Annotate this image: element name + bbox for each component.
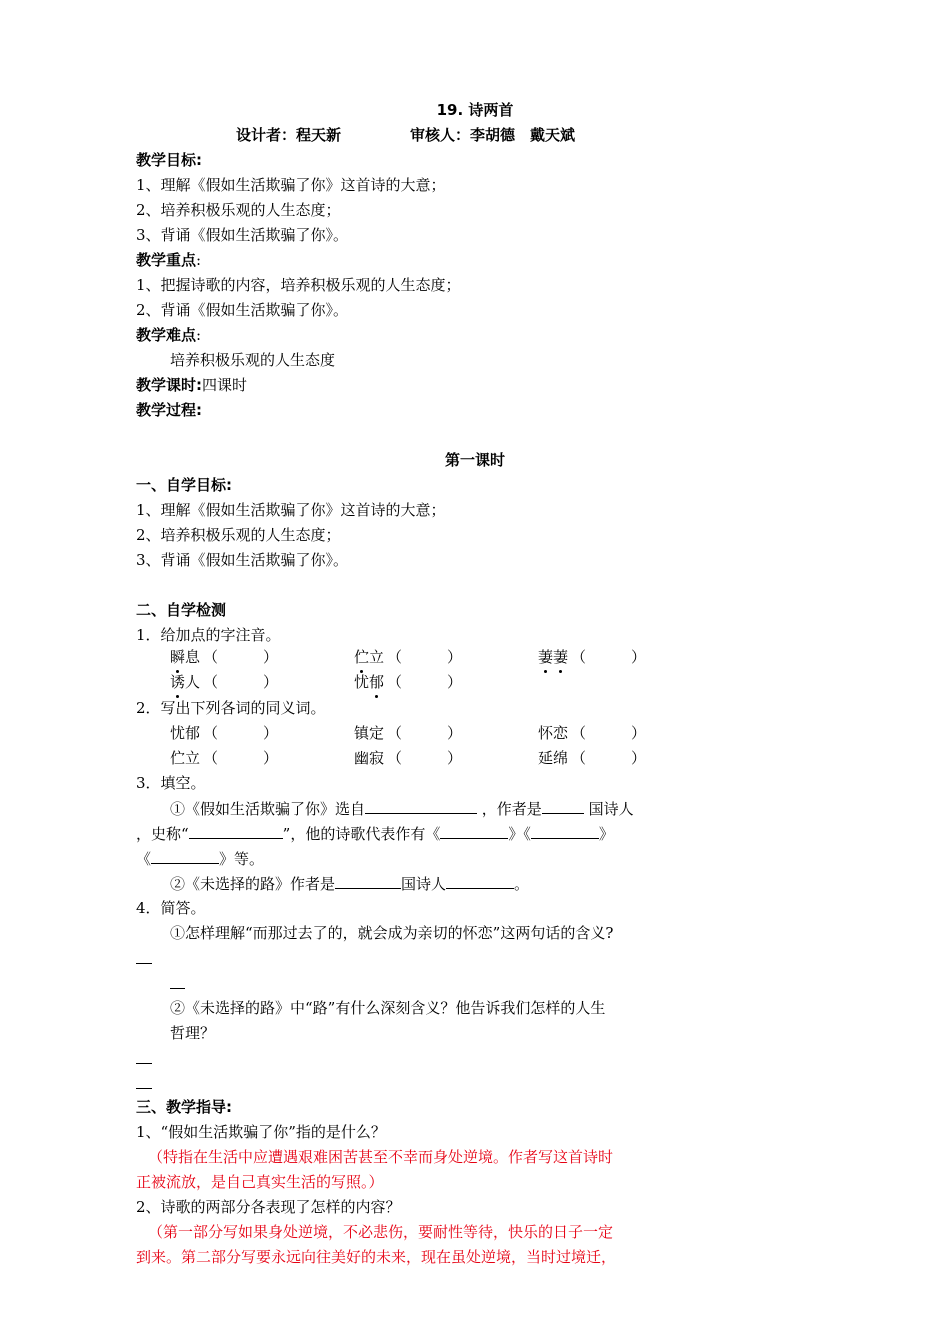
pinyin-item-shunxi: 瞬息	[170, 648, 201, 666]
guidance-question-2: 2、诗歌的两部分各表现了怎样的内容？	[136, 1198, 401, 1216]
guidance-answer-2-cont: 到来。第二部分写要永远向往美好的未来，现在虽处逆境，当时过境迁，	[136, 1248, 617, 1266]
goals-heading: 教学目标:	[136, 151, 202, 169]
hours-value: 四课时	[202, 376, 248, 394]
pinyin-paren[interactable]: （ ）	[571, 648, 647, 666]
synonym-paren[interactable]: （ ）	[571, 749, 647, 767]
dotted-char: 萋	[538, 648, 554, 666]
guidance-answer-1-cont: 正被流放，是自己真实生活的写照。）	[136, 1173, 384, 1191]
designer-line: 设计者：程天新	[236, 126, 342, 144]
guidance-heading: 三、教学指导:	[136, 1098, 232, 1116]
q3-text: 国诗人	[401, 875, 447, 893]
dotted-char: 诱	[170, 673, 186, 691]
dotted-char: 郁	[369, 673, 385, 691]
answer-line[interactable]	[136, 963, 152, 964]
q1-label: 1．给加点的字注音。	[136, 626, 281, 644]
process-label: 教学过程:	[136, 401, 202, 419]
q3-line-4	[170, 872, 529, 895]
synonym-word: 怀恋	[538, 724, 569, 742]
q3-text: 《	[136, 850, 152, 868]
q3-text: 》	[598, 825, 614, 843]
dotted-char: 萋	[553, 648, 569, 666]
guidance-answer-1: （特指在生活中应遭遇艰难困苦甚至不幸而身处逆境。作者写这首诗时	[148, 1148, 614, 1166]
pinyin-paren[interactable]: （ ）	[387, 673, 463, 691]
pinyin-item-zhuli: 伫立	[354, 648, 385, 666]
q3-text: 》《	[508, 825, 531, 843]
document-title: 19. 诗两首	[436, 101, 514, 119]
goal-item: 3、背诵《假如生活欺骗了你》。	[136, 226, 349, 244]
reviewer-line: 审核人：李胡德 戴天斌	[410, 126, 576, 144]
q3-text: ，作者是	[481, 800, 542, 818]
self-goals-heading: 一、自学目标:	[136, 476, 232, 494]
key-point-item: 1、把握诗歌的内容，培养积极乐观的人生态度；	[136, 276, 461, 294]
synonym-paren[interactable]: （ ）	[203, 724, 279, 742]
hours-line	[136, 374, 247, 396]
pinyin-paren[interactable]: （ ）	[203, 673, 279, 691]
q3-text: 》等。	[219, 850, 265, 868]
q2-label: 2．写出下列各词的同义词。	[136, 699, 326, 717]
self-goal-item: 2、培养积极乐观的人生态度；	[136, 526, 341, 544]
fill-blank[interactable]	[189, 822, 283, 839]
fill-blank[interactable]	[446, 872, 514, 889]
dotted-char: 伫	[354, 648, 370, 666]
synonym-paren[interactable]: （ ）	[387, 724, 463, 742]
q4-question-a: ①怎样理解“而那过去了的，就会成为亲切的怀恋”这两句话的含义?	[170, 924, 614, 942]
hours-label: 教学课时:	[136, 376, 202, 394]
q3-line-2	[136, 822, 614, 845]
q3-text: ”，他的诗歌代表作有《	[282, 825, 441, 843]
synonym-word: 幽寂	[354, 749, 385, 767]
fill-blank[interactable]	[440, 822, 508, 839]
q4-question-b: ②《未选择的路》中“路”有什么深刻含义？他告诉我们怎样的人生	[170, 999, 606, 1017]
fill-blank[interactable]	[335, 872, 401, 889]
synonym-word: 镇定	[354, 724, 385, 742]
key-points-heading-colon: :	[196, 251, 202, 269]
difficulty-heading	[136, 324, 201, 346]
fill-blank[interactable]	[151, 847, 219, 864]
q3-text: ，史称“	[136, 825, 189, 843]
self-test-heading: 二、自学检测	[136, 601, 227, 619]
q3-line-1	[170, 797, 634, 820]
lesson-title: 第一课时	[444, 451, 505, 469]
fill-blank[interactable]	[531, 822, 599, 839]
pinyin-item-youren: 诱人	[170, 673, 201, 691]
difficulty-heading-text: 教学难点	[136, 326, 197, 344]
synonym-paren[interactable]: （ ）	[571, 724, 647, 742]
q3-text: 。	[514, 875, 530, 893]
goal-item: 1、理解《假如生活欺骗了你》这首诗的大意；	[136, 176, 446, 194]
synonym-paren[interactable]: （ ）	[203, 749, 279, 767]
q4-label: 4．简答。	[136, 899, 206, 917]
q3-line-3	[136, 847, 264, 870]
difficulty-text: 培养积极乐观的人生态度	[170, 351, 336, 369]
q3-text: ②《未选择的路》作者是	[170, 875, 336, 893]
dotted-char: 瞬	[170, 648, 186, 666]
q3-label: 3．填空。	[136, 774, 206, 792]
pinyin-paren[interactable]: （ ）	[387, 648, 463, 666]
self-goal-item: 3、背诵《假如生活欺骗了你》。	[136, 551, 349, 569]
pinyin-item-qiqi	[538, 646, 568, 668]
answer-line[interactable]	[136, 1088, 152, 1089]
answer-line[interactable]	[136, 1063, 152, 1064]
q3-text: ①《假如生活欺骗了你》选自	[170, 800, 366, 818]
fill-blank[interactable]	[542, 797, 584, 814]
synonym-word: 忧郁	[170, 724, 201, 742]
fill-blank[interactable]	[365, 797, 477, 814]
guidance-question-1: 1、“假如生活欺骗了你”指的是什么？	[136, 1123, 386, 1141]
goal-item: 2、培养积极乐观的人生态度；	[136, 201, 341, 219]
q3-text: 国诗人	[588, 800, 634, 818]
key-points-heading	[136, 249, 201, 271]
answer-line[interactable]	[170, 988, 185, 989]
self-goal-item: 1、理解《假如生活欺骗了你》这首诗的大意；	[136, 501, 446, 519]
q4-question-b-cont: 哲理？	[170, 1024, 216, 1042]
key-point-item: 2、背诵《假如生活欺骗了你》。	[136, 301, 349, 319]
difficulty-heading-colon: :	[196, 326, 202, 344]
synonym-paren[interactable]: （ ）	[387, 749, 463, 767]
key-points-heading-text: 教学重点	[136, 251, 197, 269]
synonym-word: 伫立	[170, 749, 201, 767]
pinyin-item-youyu: 忧郁	[354, 673, 385, 691]
synonym-word: 延绵	[538, 749, 569, 767]
guidance-answer-2: （第一部分写如果身处逆境，不必悲伤，要耐性等待，快乐的日子一定	[148, 1223, 614, 1241]
pinyin-paren[interactable]: （ ）	[203, 648, 279, 666]
